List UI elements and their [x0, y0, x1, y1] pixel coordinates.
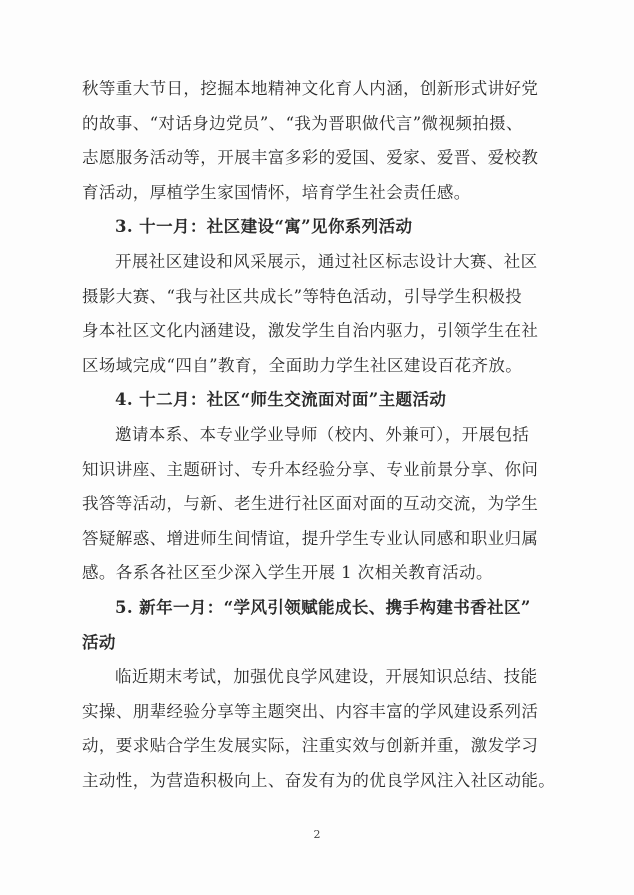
paragraph-line: 志愿服务活动等，开展丰富多彩的爱国、爱家、爱晋、爱校教 — [82, 148, 539, 168]
paragraph-line: 感。各系各社区至少深入学生开展 1 次相关教育活动。 — [82, 563, 493, 583]
paragraph-line: 知识讲座、主题研讨、专升本经验分享、专业前景分享、你问 — [82, 459, 539, 479]
paragraph-line: 身本社区文化内涵建设，激发学生自治内驱力，引领学生在社 — [82, 321, 539, 341]
paragraph-line: 育活动，厚植学生家国情怀，培育学生社会责任感。 — [82, 182, 471, 202]
paragraph-line: 摄影大赛、“我与社区共成长”等特色活动，引导学生积极投 — [82, 286, 523, 306]
paragraph-line: 我答等活动，与新、老生进行社区面对面的互动交流，为学生 — [82, 494, 539, 514]
paragraph-line: 秋等重大节日，挖掘本地精神文化育人内涵，创新形式讲好党 — [82, 79, 539, 98]
page-number: 2 — [313, 828, 321, 841]
paragraph-line: 实操、朋辈经验分享等主题突出、内容丰富的学风建设系列活 — [82, 701, 539, 721]
section-heading-line: 5. 新年一月：“学风引领赋能成长、携手构建书香社区” — [115, 597, 531, 617]
section-heading-line: 4. 十二月：社区“师生交流面对面”主题活动 — [115, 390, 447, 410]
paragraph-line: 主动性，为营造积极向上、奋发有为的优良学风注入社区动能。 — [82, 770, 556, 790]
paragraph-line: 邀请本系、本专业学业导师（校内、外兼可），开展包括 — [115, 424, 530, 444]
section-heading-line: 活动 — [82, 632, 116, 652]
section-heading-line: 3. 十一月：社区建设“寓”见你系列活动 — [115, 217, 413, 237]
paragraph-line: 动，要求贴合学生发展实际，注重实效与创新并重，激发学习 — [82, 736, 539, 756]
paragraph-line: 临近期末考试，加强优良学风建设，开展知识总结、技能 — [115, 667, 538, 687]
paragraph-line: 区场域完成“四自”教育，全面助力学生社区建设百花齐放。 — [82, 355, 523, 375]
paragraph-line: 的故事、“对话身边党员”、“我为晋职做代言”微视频拍摄、 — [82, 113, 523, 133]
paragraph-line: 答疑解惑、增进师生间情谊，提升学生专业认同感和职业归属 — [82, 528, 539, 548]
document-body — [82, 72, 560, 798]
paragraph-line: 开展社区建设和风采展示，通过社区标志设计大赛、社区 — [115, 251, 538, 271]
